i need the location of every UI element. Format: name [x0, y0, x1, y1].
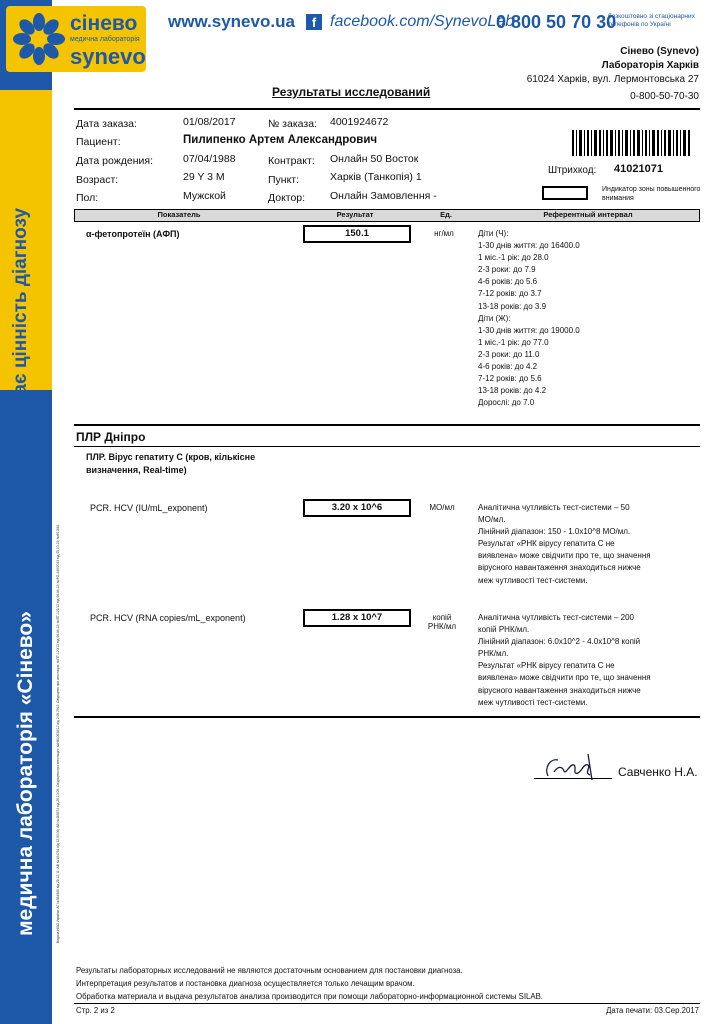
section-subtitle-1: ПЛР. Вірус гепатиту С (кров, кількісне [86, 452, 256, 462]
section-subtitle-2: визначення, Real-time) [86, 465, 187, 475]
page-number: Стр. 2 из 2 [76, 1006, 115, 1015]
unit-line: РНК/мл [427, 622, 457, 631]
ref-line: 4-6 років: до 5.6 [478, 277, 538, 287]
divider [74, 424, 700, 426]
divider [74, 446, 700, 447]
ref-line: 1 міс.-1 рік: до 28.0 [478, 253, 549, 263]
ref-line: 1-30 днів життя: до 16400.0 [478, 241, 580, 251]
footer-note-3: Обработка материала и выдача результатов анализа производится при помощи лабораторно-информационной системы SILAB. [76, 992, 543, 1001]
ref-line: Аналітична чутливість тест-системи – 200 [478, 613, 634, 622]
barcode-icon [572, 130, 690, 156]
result-pcr-iu: 3.20 x 10^6 [303, 499, 411, 517]
ref-line: вірусного навантаження знаходиться нижче [478, 563, 641, 573]
facebook-icon: f [306, 14, 322, 30]
age-label: Возраст: [76, 174, 119, 186]
ref-line: 4-6 років: до 4.2 [478, 362, 538, 372]
ref-line: меж чутливості тест-системи. [478, 697, 588, 707]
ref-line: Діти (Ж): [478, 313, 511, 323]
patient-name: Пилипенко Артем Александрович [183, 134, 378, 146]
point: Харків (Танкопія) 1 [330, 171, 422, 183]
dob-label: Дата рождения: [76, 155, 153, 167]
col-ref: Референтный интервал [543, 210, 633, 219]
order-date-label: Дата заказа: [76, 118, 137, 130]
test-name-pcr-iu: PCR. HCV (IU/mL_exponent) [90, 503, 208, 513]
contract: Онлайн 50 Восток [330, 153, 419, 165]
test-name-pcr-copies: PCR. HCV (RNA copies/mL_exponent) [90, 613, 246, 623]
patient-label: Пациент: [76, 136, 121, 148]
barcode-label: Штрихкод: [548, 165, 597, 176]
ref-line: Лінійний діапазон: 6.0x10^2 - 4.0x10^8 копій [478, 637, 641, 647]
lab-address: 61024 Харків, вул. Лермонтовська 27 [526, 74, 699, 85]
doctor-label: Доктор: [268, 192, 306, 204]
hotline-note: безкоштовно зі стаціонарних телефонів по Україні [608, 13, 695, 28]
order-date: 01/08/2017 [183, 116, 236, 128]
ref-line: Аналітична чутливість тест-системи – 50 [478, 503, 630, 512]
logo-subtitle: медична лабораторія [70, 36, 140, 43]
tagline-bottom: медична лабораторія «Сінево» [14, 611, 37, 936]
signature-line [534, 778, 612, 779]
ref-line: 2-3 роки: до 11.0 [478, 349, 540, 359]
test-name-afp: α-фетопротеїн (АФП) [86, 229, 180, 239]
sex-label: Пол: [76, 192, 99, 204]
unit-afp: нг/мл [434, 229, 454, 238]
order-no-label: № заказа: [268, 118, 317, 130]
age: 29 Y 3 M [183, 171, 225, 183]
col-indicator: Показатель [157, 210, 201, 219]
logo-name-en: synevo [70, 44, 146, 69]
website-link[interactable]: www.synevo.ua [168, 12, 295, 31]
ref-line: меж чутливості тест-системи. [478, 575, 588, 585]
ref-line: Діти (Ч): [478, 229, 509, 238]
flower-logo-icon [12, 12, 66, 66]
col-unit: Ед. [440, 210, 452, 219]
footer-note-2: Интерпретация результатов и постановка диагноза осуществляется только лечащим врачом. [76, 979, 415, 988]
point-label: Пункт: [268, 174, 300, 186]
ref-line: вірусного навантаження знаходиться нижче [478, 685, 641, 695]
unit-line: копій [432, 613, 452, 622]
facebook-link[interactable]: facebook.com/SynevoLab [330, 13, 515, 30]
order-no: 4001924672 [330, 116, 389, 128]
lab-name: Сінево (Synevo) [620, 46, 699, 57]
unit-pcr-iu: МО/мл [429, 503, 455, 512]
page-title: Результаты исследований [272, 85, 431, 99]
col-result: Результат [336, 210, 374, 219]
logo-name-ua: сінево [70, 12, 138, 35]
legal-text: Видача НІЗО України: АГ №584985 від 28.12.11; АВ №494764 від 12.03.08; АВ №465874 від 26.10.09. Свідоцтво про атестацію: №НМ-0038/12 від 2.05.2012. Свідоцтво про атестацію: №ПТ-120/13 від 06.04.12; №ПТ-121/12 від 06.04.12; №РО-449/2010 від 05.10.10; №601881 [56, 524, 60, 943]
sex: Мужской [183, 190, 226, 202]
attention-indicator-box [542, 186, 588, 200]
dob: 07/04/1988 [183, 153, 236, 165]
ref-line: 1-30 днів життя: до 19000.0 [478, 325, 580, 335]
result-pcr-copies: 1.28 x 10^7 [303, 609, 411, 627]
doctor: Онлайн Замовлення - [330, 190, 437, 202]
hotline-phone: 0 800 50 70 30 [496, 12, 617, 32]
ref-line: 7-12 років: до 5.6 [478, 374, 542, 384]
ref-line: 13-18 років: до 4.2 [478, 386, 547, 396]
attention-indicator-text: Индикатор зоны повышенного внимания [602, 186, 701, 202]
ref-line: 7-12 років: до 3.7 [478, 289, 542, 299]
ref-line: виявлена» може свідчити про те, що значення [478, 551, 651, 561]
ref-line: 13-18 років: до 3.9 [478, 301, 547, 311]
ref-line: Дорослі: до 7.0 [478, 398, 535, 408]
ref-line: копій РНК/мл. [478, 625, 530, 635]
lab-city: Лабораторія Харків [601, 60, 699, 71]
ref-pcr-iu [478, 502, 698, 587]
print-date: Дата печати: 03.Сер.2017 [606, 1006, 699, 1015]
ref-line: РНК/мл. [478, 649, 509, 659]
ref-line: МО/мл. [478, 515, 506, 525]
ref-pcr-copies [478, 612, 698, 709]
section-title: ПЛР Дніпро [76, 430, 146, 444]
ref-line: 2-3 роки: до 7.9 [478, 265, 536, 275]
barcode-value: 41021071 [614, 163, 663, 175]
ref-line: виявлена» може свідчити про те, що значення [478, 673, 651, 683]
contract-label: Контракт: [268, 155, 315, 167]
result-afp: 150.1 [303, 225, 411, 243]
ref-line: Результат «РНК вірусу гепатита С не [478, 661, 615, 671]
tagline-top: додає цінність діагнозу [10, 207, 31, 430]
divider [74, 108, 700, 110]
divider [74, 716, 700, 718]
divider [74, 1003, 700, 1004]
unit-pcr-copies [418, 613, 466, 631]
ref-line: Лінійний діапазон: 150 - 1.0x10^8 МО/мл. [478, 527, 631, 537]
lab-phone: 0-800-50-70-30 [630, 91, 699, 102]
ref-line: 1 міс.-1 рік: до 77.0 [478, 337, 549, 347]
footer-note-1: Результаты лабораторных исследований не являются достаточным основанием для постановки диагноза. [76, 966, 463, 975]
ref-afp [478, 228, 698, 409]
ref-line: Результат «РНК вірусу гепатита С не [478, 539, 615, 549]
doctor-signature-name: Савченко Н.А. [618, 765, 698, 779]
